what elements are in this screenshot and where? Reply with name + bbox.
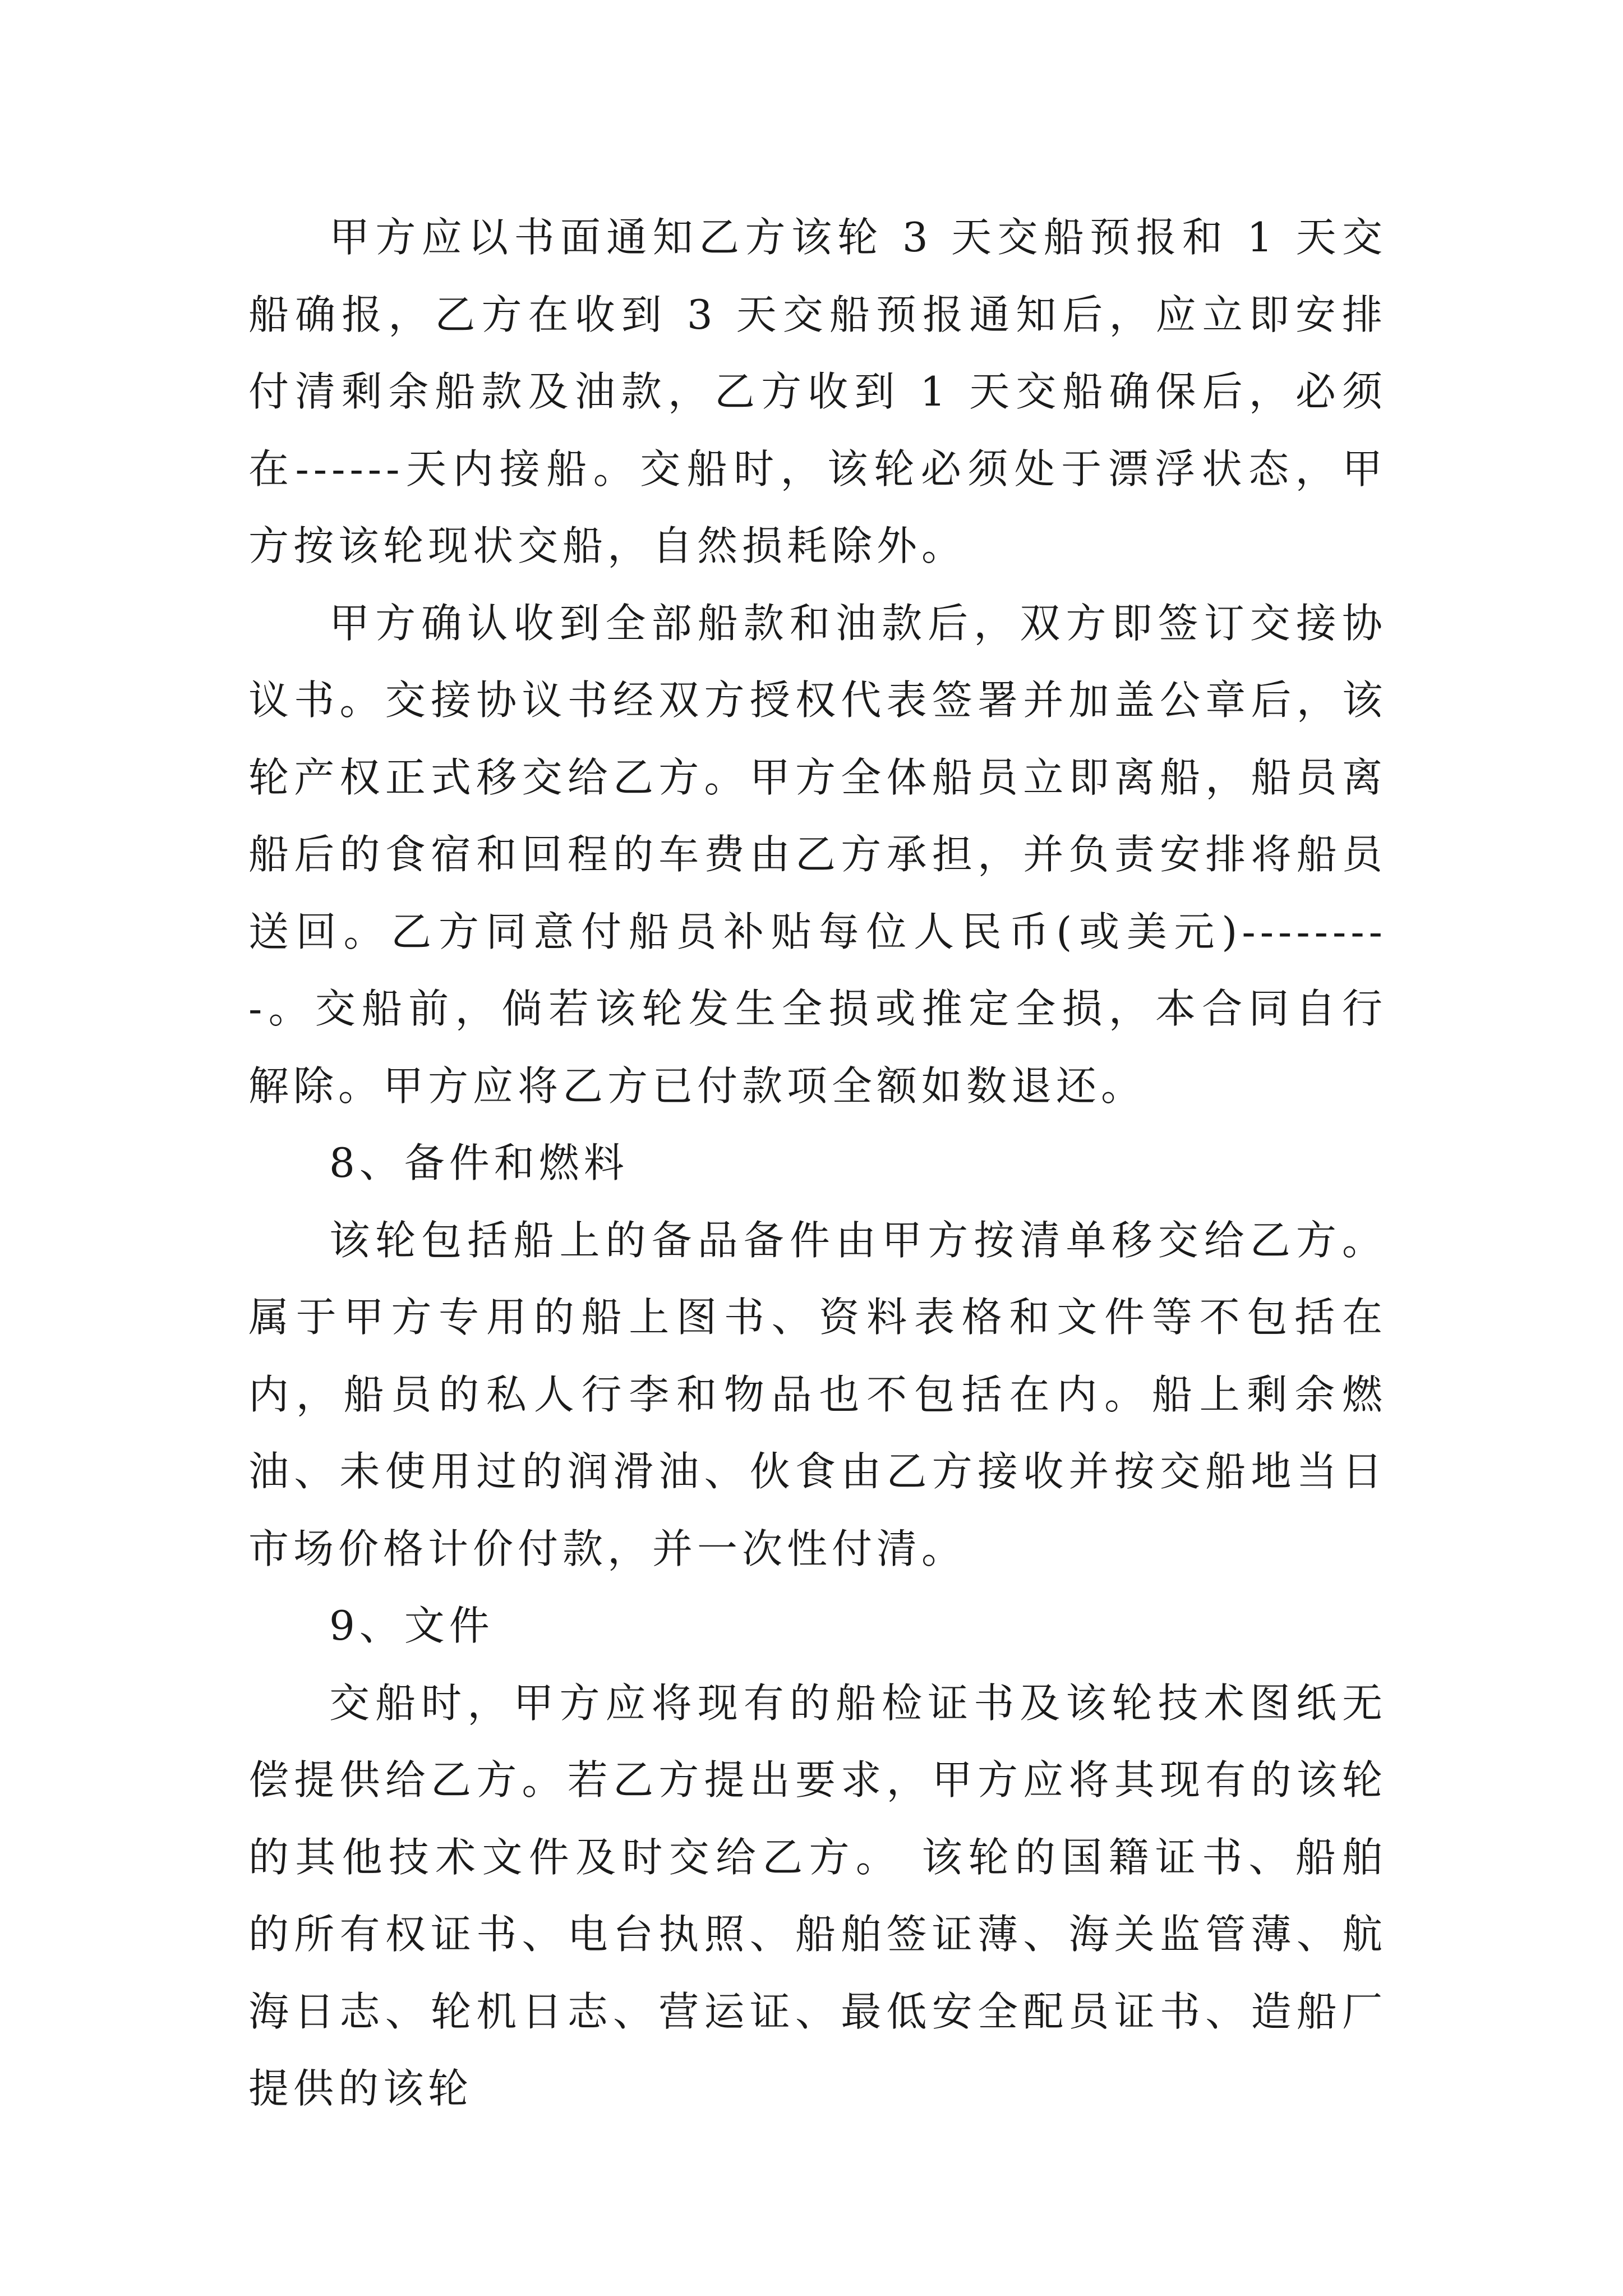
paragraph-spare-parts: 该轮包括船上的备品备件由甲方按清单移交给乙方。属于甲方专用的船上图书、资料表格和文件等不包括在内，船员的私人行李和物品也不包括在内。船上剩余燃油、未使用过的润滑油、伙食由乙方接收并按交船地当日市场价格计价付款，并一次性付清。 [248,1216,1387,1572]
section-heading-documents: 9、文件 [329,1602,494,1649]
document-body [248,199,1387,2128]
paragraph-documents: 交船时，甲方应将现有的船检证书及该轮技术图纸无偿提供给乙方。若乙方提出要求，甲方应将其现有的该轮的其他技术文件及时交给乙方。 该轮的国籍证书、船舶的所有权证书、电台执照、船舶签证薄、海关监管薄、航海日志、轮机日志、营运证、最低安全配员证书、造船厂提供的该轮 [248,1679,1387,2112]
section-heading-spare-parts: 8、备件和燃料 [329,1139,629,1186]
paragraph-delivery-notice: 甲方应以书面通知乙方该轮 3 天交船预报和 1 天交船确报，乙方在收到 3 天交船预报通知后，应立即安排付清剩余船款及油款，乙方收到 1 天交船确保后，必须在------天内接船。交船时，该轮必须处于漂浮状态，甲方按该轮现状交船，自然损耗除外。 [248,214,1387,569]
paragraph-handover-agreement: 甲方确认收到全部船款和油款后，双方即签订交接协议书。交接协议书经双方授权代表签署并加盖公章后，该轮产权正式移交给乙方。甲方全体船员立即离船，船员离船后的食宿和回程的车费由乙方承担，并负责安排将船员送回。乙方同意付船员补贴每位人民币(或美元)---------。交船前，倘若该轮发生全损或推定全损，本合同自行解除。甲方应将乙方已付款项全额如数退还。 [248,599,1387,1110]
